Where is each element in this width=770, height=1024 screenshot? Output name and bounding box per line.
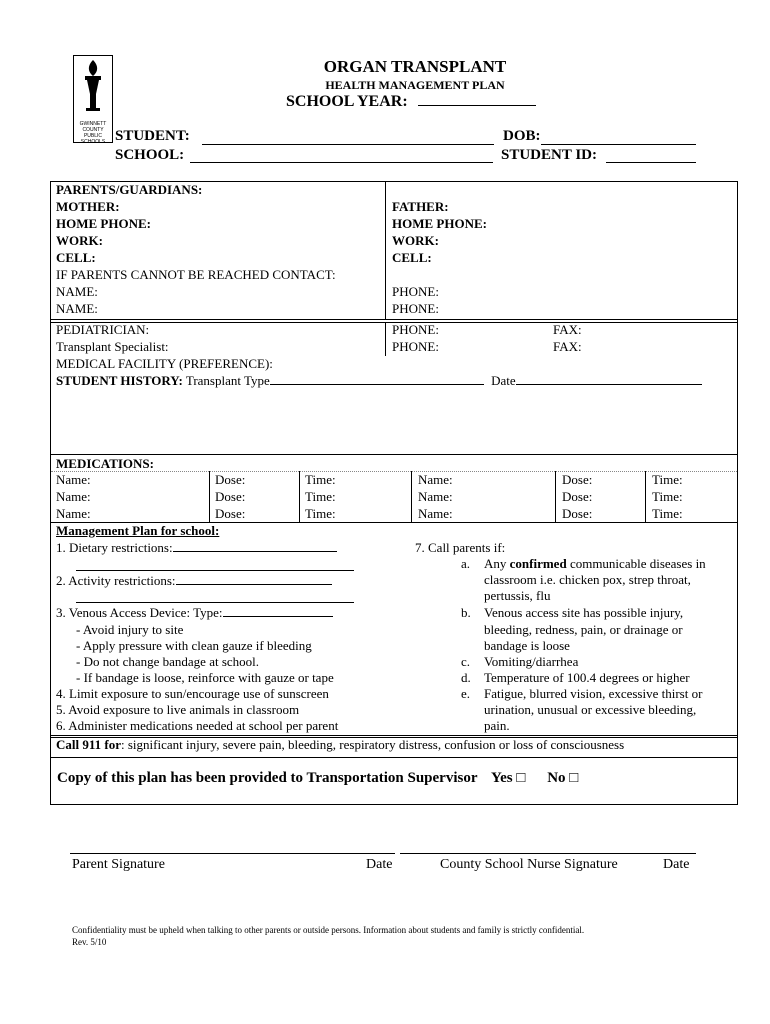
facility-label[interactable]: MEDICAL FACILITY (PREFERENCE): xyxy=(56,356,273,371)
specialist-phone-label[interactable]: PHONE: xyxy=(392,339,439,354)
specialist-fax-label[interactable]: FAX: xyxy=(553,339,582,354)
marker-c: c. xyxy=(461,654,471,669)
med4-name[interactable]: Name: xyxy=(418,472,453,487)
med5-name[interactable]: Name: xyxy=(418,489,453,504)
plan-sub-4: - If bandage is loose, reinforce with gauze or tape xyxy=(76,670,334,685)
nurse-signature-line[interactable] xyxy=(400,853,696,854)
parent-date-label: Date xyxy=(366,857,393,872)
plan-item-3-text: 3. Venous Access Device: Type: xyxy=(56,605,223,620)
form-subtitle: HEALTH MANAGEMENT PLAN xyxy=(325,78,505,92)
transplant-type-blank[interactable] xyxy=(270,384,484,385)
call-911-label: Call 911 for xyxy=(56,737,121,752)
school-year-label: SCHOOL YEAR: xyxy=(286,93,408,110)
pediatrician-phone-label[interactable]: PHONE: xyxy=(392,322,439,337)
school-label: SCHOOL: xyxy=(115,147,185,163)
father-home-phone-label[interactable]: HOME PHONE: xyxy=(392,216,487,231)
med3-name[interactable]: Name: xyxy=(56,506,91,521)
transport-row xyxy=(57,770,578,787)
item-b-line3: bandage is loose xyxy=(484,638,570,653)
parent-signature-line[interactable] xyxy=(70,853,395,854)
history-date-label: Date xyxy=(491,373,516,388)
med4-time[interactable]: Time: xyxy=(652,472,683,487)
school-blank[interactable] xyxy=(190,162,493,163)
item-a-line1: Any confirmed communicable diseases in xyxy=(484,556,706,571)
marker-d: d. xyxy=(461,670,471,685)
med3-dose[interactable]: Dose: xyxy=(215,506,246,521)
device-type-blank[interactable] xyxy=(223,616,333,617)
nurse-date-label: Date xyxy=(663,857,690,872)
plan-item-1[interactable] xyxy=(56,540,337,556)
med2-dose[interactable]: Dose: xyxy=(215,489,246,504)
school-year-field[interactable] xyxy=(286,93,536,111)
med5-time[interactable]: Time: xyxy=(652,489,683,504)
item-a-line2: classroom i.e. chicken pox, strep throat, xyxy=(484,572,691,587)
med1-time[interactable]: Time: xyxy=(305,472,336,487)
logo-text: GWINNETT COUNTY PUBLIC SCHOOLS xyxy=(79,121,107,145)
plan-item-7: 7. Call parents if: xyxy=(415,540,506,555)
contact2-phone-label[interactable]: PHONE: xyxy=(392,301,439,316)
med1-name[interactable]: Name: xyxy=(56,472,91,487)
father-cell-label[interactable]: CELL: xyxy=(392,250,432,265)
med2-name[interactable]: Name: xyxy=(56,489,91,504)
item-b-line1: Venous access site has possible injury, xyxy=(484,605,684,620)
plan-item-5: 5. Avoid exposure to live animals in classroom xyxy=(56,702,300,717)
med3-time[interactable]: Time: xyxy=(305,506,336,521)
marker-a: a. xyxy=(461,556,471,571)
plan-sub-2: - Apply pressure with clean gauze if bleeding xyxy=(76,638,312,653)
mother-work-label[interactable]: WORK: xyxy=(56,233,103,248)
med4-dose[interactable]: Dose: xyxy=(562,472,593,487)
call-911-row xyxy=(56,737,624,753)
student-name-blank[interactable] xyxy=(202,144,494,145)
plan-item-3[interactable] xyxy=(56,605,333,621)
item-e-line3: pain. xyxy=(484,718,510,733)
med1-dose[interactable]: Dose: xyxy=(215,472,246,487)
transport-text: Copy of this plan has been provided to Transportation Supervisor xyxy=(57,770,478,786)
plan-item-6: 6. Administer medications needed at school per parent xyxy=(56,718,339,733)
dietary-blank[interactable] xyxy=(173,551,337,552)
med2-time[interactable]: Time: xyxy=(305,489,336,504)
marker-e: e. xyxy=(461,686,471,701)
item-c: Vomiting/diarrhea xyxy=(484,654,579,669)
student-label: STUDENT: xyxy=(115,128,190,144)
plan-item-2-text: 2. Activity restrictions: xyxy=(56,573,176,588)
contact1-name-label[interactable]: NAME: xyxy=(56,284,98,299)
activity-blank[interactable] xyxy=(176,584,332,585)
contact1-phone-label[interactable]: PHONE: xyxy=(392,284,439,299)
student-id-label: STUDENT ID: xyxy=(501,147,597,163)
transport-no-checkbox[interactable]: No □ xyxy=(547,770,579,786)
medications-label: MEDICATIONS: xyxy=(56,456,154,471)
mother-cell-label[interactable]: CELL: xyxy=(56,250,96,265)
plan-heading: Management Plan for school: xyxy=(56,523,220,538)
revision-label: Rev. 5/10 xyxy=(72,937,107,947)
mother-home-phone-label[interactable]: HOME PHONE: xyxy=(56,216,151,231)
item-d: Temperature of 100.4 degrees or higher xyxy=(484,670,690,685)
dob-blank[interactable] xyxy=(541,144,696,145)
school-year-blank[interactable] xyxy=(418,105,536,106)
mother-label[interactable]: MOTHER: xyxy=(56,199,120,214)
plan-sub-3: - Do not change bandage at school. xyxy=(76,654,260,669)
med6-dose[interactable]: Dose: xyxy=(562,506,593,521)
contact-note: IF PARENTS CANNOT BE REACHED CONTACT: xyxy=(56,267,336,282)
father-label[interactable]: FATHER: xyxy=(392,199,449,214)
item-e-line2: urination, unusual or excessive bleeding, xyxy=(484,702,697,717)
marker-b: b. xyxy=(461,605,471,620)
history-label: STUDENT HISTORY: xyxy=(56,373,183,388)
student-id-blank[interactable] xyxy=(606,162,696,163)
plan-item-1-text: 1. Dietary restrictions: xyxy=(56,540,173,555)
call-911-text: : significant injury, severe pain, bleeding, respiratory distress, confusion or loss of consciousness xyxy=(121,737,625,752)
dob-label: DOB: xyxy=(503,128,541,144)
transplant-type-label: Transplant Type xyxy=(185,373,270,388)
med6-time[interactable]: Time: xyxy=(652,506,683,521)
nurse-signature-label: County School Nurse Signature xyxy=(440,857,618,872)
activity-blank-2[interactable] xyxy=(76,602,354,603)
plan-item-2[interactable] xyxy=(56,573,332,589)
pediatrician-label[interactable]: PEDIATRICIAN: xyxy=(56,322,150,337)
history-row[interactable] xyxy=(56,373,702,389)
item-a-line3: pertussis, flu xyxy=(484,588,551,603)
history-date-blank[interactable] xyxy=(516,384,702,385)
med5-dose[interactable]: Dose: xyxy=(562,489,593,504)
form-title: ORGAN TRANSPLANT xyxy=(323,57,507,76)
pediatrician-fax-label[interactable]: FAX: xyxy=(553,322,582,337)
med6-name[interactable]: Name: xyxy=(418,506,453,521)
specialist-label[interactable]: Transplant Specialist: xyxy=(56,339,169,354)
transport-yes-checkbox[interactable]: Yes □ xyxy=(490,770,526,786)
parents-section-label: PARENTS/GUARDIANS: xyxy=(56,182,203,197)
contact2-name-label[interactable]: NAME: xyxy=(56,301,98,316)
confidentiality-note: Confidentiality must be upheld when talking to other parents or outside persons. Information about students and family is strictly confidential. xyxy=(72,925,585,935)
dietary-blank-2[interactable] xyxy=(76,570,354,571)
torch-icon xyxy=(74,56,112,116)
school-logo xyxy=(73,55,113,143)
parent-signature-label: Parent Signature xyxy=(72,857,165,872)
father-work-label[interactable]: WORK: xyxy=(392,233,439,248)
plan-sub-1: - Avoid injury to site xyxy=(76,622,184,637)
item-e-line1: Fatigue, blurred vision, excessive thirst or xyxy=(484,686,703,701)
plan-item-4: 4. Limit exposure to sun/encourage use of sunscreen xyxy=(56,686,329,701)
item-b-line2: bleeding, redness, pain, or drainage or xyxy=(484,622,683,637)
